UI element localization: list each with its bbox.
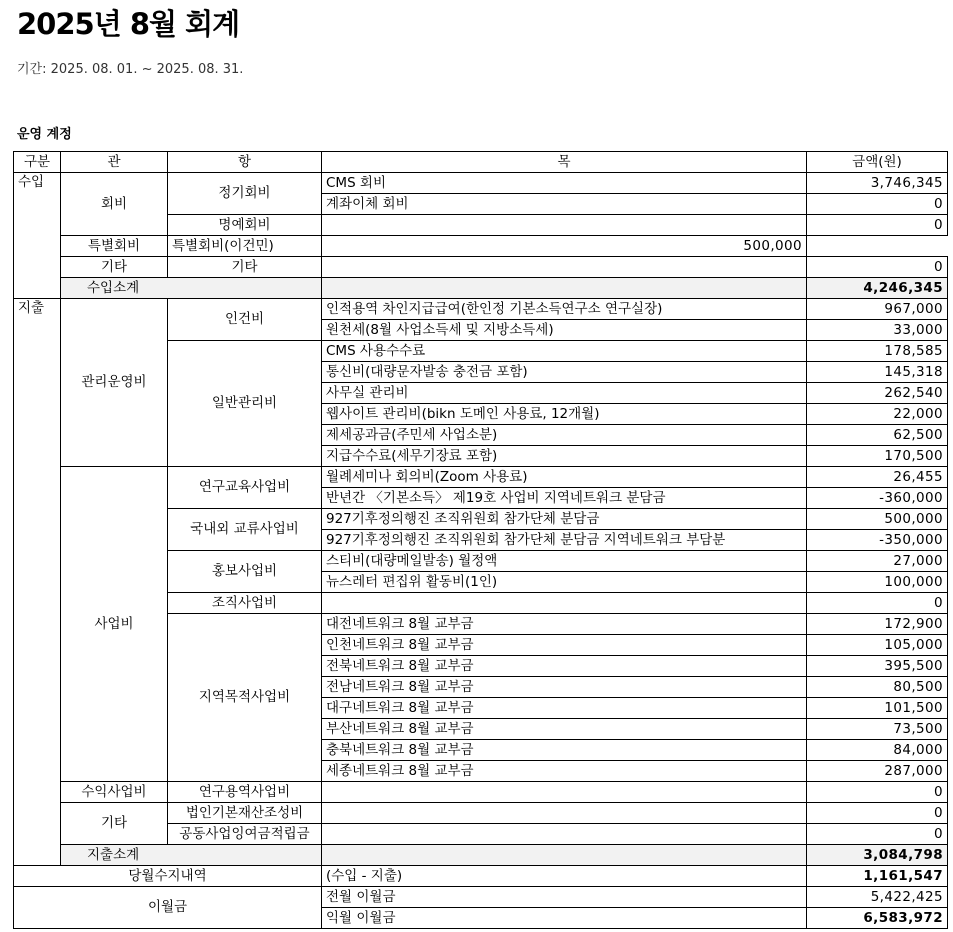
subtotal-fill [322,845,807,866]
mok-cell: 927기후정의행진 조직위원회 참가단체 분담금 지역네트워크 부담분 [322,530,807,551]
amount-cell: 395,500 [807,656,948,677]
mok-cell: 스티비(대량메일발송) 월정액 [322,551,807,572]
expense-subtotal-label: 지출소계 [61,845,322,866]
hang-research-service: 연구용역사업비 [168,782,322,803]
hang-exchange: 국내외 교류사업비 [168,509,322,551]
balance-amount: 1,161,547 [807,866,948,887]
amount-cell: 105,000 [807,635,948,656]
mok-cell: 뉴스레터 편집위 활동비(1인) [322,572,807,593]
amount-cell: 73,500 [807,719,948,740]
table-row [14,257,948,278]
hang-personnel: 인건비 [168,299,322,341]
mok-cell: 전월 이월금 [322,887,807,908]
mok-cell: 월례세미나 회의비(Zoom 사용료) [322,467,807,488]
mok-cell: 인천네트워크 8월 교부금 [322,635,807,656]
amount-cell: 101,500 [807,698,948,719]
carry-prev-row [14,887,948,908]
mok-cell: 원천세(8월 사업소득세 및 지방소득세) [322,320,807,341]
header-amount: 금액(원) [807,152,948,173]
amount-cell: 5,422,425 [807,887,948,908]
expense-subtotal-amount: 3,084,798 [807,845,948,866]
gwan-profit: 수익사업비 [61,782,168,803]
amount-cell: 33,000 [807,320,948,341]
amount-cell: 0 [807,824,948,845]
mok-cell [322,593,807,614]
hang-special: 특별회비 [61,236,168,257]
mok-cell [322,782,807,803]
mok-cell [322,215,807,236]
header-gubun: 구분 [14,152,61,173]
amount-cell: 22,000 [807,404,948,425]
hang-surplus: 공동사업잉여금적립금 [168,824,322,845]
hang-org: 조직사업비 [168,593,322,614]
mok-cell: 부산네트워크 8월 교부금 [322,719,807,740]
balance-label: 당월수지내역 [14,866,322,887]
hang-research: 연구교육사업비 [168,467,322,509]
carry-label: 이월금 [14,887,322,929]
amount-cell: 170,500 [807,446,948,467]
mok-cell: 반년간 〈기본소득〉 제19호 사업비 지역네트워크 분담금 [322,488,807,509]
amount-cell: 0 [807,803,948,824]
mok-cell: 제세공과금(주민세 사업소분) [322,425,807,446]
mok-cell: 특별회비(이건민) [168,236,322,257]
gwan-expense-other: 기타 [61,803,168,845]
mok-cell: 전북네트워크 8월 교부금 [322,656,807,677]
header-gwan: 관 [61,152,168,173]
mok-cell [322,803,807,824]
period-text: 기간: 2025. 08. 01. ~ 2025. 08. 31. [17,62,244,77]
subtotal-fill [322,278,807,299]
category-income: 수입 [14,173,61,299]
income-subtotal-row [14,278,948,299]
amount-cell: 0 [807,215,948,236]
mok-cell: 인적용역 차인지급급여(한인정 기본소득연구소 연구실장) [322,299,807,320]
mok-cell: 웹사이트 관리비(bikn 도메인 사용료, 12개월) [322,404,807,425]
mok-cell: CMS 회비 [322,173,807,194]
gwan-membership: 회비 [61,173,168,236]
amount-cell: 500,000 [807,509,948,530]
mok-cell: 사무실 관리비 [322,383,807,404]
mok-cell: 계좌이체 회비 [322,194,807,215]
expense-subtotal-row [14,845,948,866]
amount-cell: -350,000 [807,530,948,551]
balance-mok: (수입 - 지출) [322,866,807,887]
ledger-table [13,151,948,929]
amount-cell: 500,000 [322,236,807,257]
mok-cell: 세종네트워크 8월 교부금 [322,761,807,782]
table-row [14,173,948,194]
hang-general: 일반관리비 [168,341,322,467]
mok-cell: 대전네트워크 8월 교부금 [322,614,807,635]
table-row [14,467,948,488]
amount-cell: 0 [807,782,948,803]
amount-cell: 84,000 [807,740,948,761]
header-mok: 목 [322,152,807,173]
amount-cell: 100,000 [807,572,948,593]
amount-cell: 3,746,345 [807,173,948,194]
gwan-other: 기타 [61,257,168,278]
category-expense: 지출 [14,299,61,866]
amount-cell: 80,500 [807,677,948,698]
income-subtotal-amount: 4,246,345 [807,278,948,299]
hang-regular: 정기회비 [168,173,322,215]
mok-cell: 지급수수료(세무기장료 포함) [322,446,807,467]
hang-honorary: 명예회비 [168,215,322,236]
mok-cell: 익월 이월금 [322,908,807,929]
mok-cell: 대구네트워크 8월 교부금 [322,698,807,719]
header-row [14,152,948,173]
amount-cell: 967,000 [807,299,948,320]
mok-cell [322,824,807,845]
amount-cell: 287,000 [807,761,948,782]
table-row [14,782,948,803]
mok-cell: 전남네트워크 8월 교부금 [322,677,807,698]
amount-cell: 145,318 [807,362,948,383]
section-title: 운영 계정 [17,127,72,142]
header-hang: 항 [168,152,322,173]
amount-cell: 0 [807,194,948,215]
amount-cell: 0 [807,257,948,278]
mok-cell: 통신비(대량문자발송 충전금 포함) [322,362,807,383]
page-title: 2025년 8월 회계 [17,7,240,41]
hang-other: 기타 [168,257,322,278]
amount-cell: 27,000 [807,551,948,572]
amount-cell: 0 [807,593,948,614]
table-row [14,803,948,824]
hang-pr: 홍보사업비 [168,551,322,593]
amount-cell: 6,583,972 [807,908,948,929]
table-row [14,299,948,320]
hang-capital: 법인기본재산조성비 [168,803,322,824]
mok-cell [322,257,807,278]
amount-cell: 178,585 [807,341,948,362]
gwan-admin: 관리운영비 [61,299,168,467]
mok-cell: CMS 사용수수료 [322,341,807,362]
income-subtotal-label: 수입소계 [61,278,322,299]
table-row [14,236,948,257]
amount-cell: 26,455 [807,467,948,488]
amount-cell: 262,540 [807,383,948,404]
gwan-project: 사업비 [61,467,168,782]
hang-regional: 지역목적사업비 [168,614,322,782]
mok-cell: 927기후정의행진 조직위원회 참가단체 분담금 [322,509,807,530]
amount-cell: 172,900 [807,614,948,635]
mok-cell: 충북네트워크 8월 교부금 [322,740,807,761]
amount-cell: -360,000 [807,488,948,509]
balance-row [14,866,948,887]
amount-cell: 62,500 [807,425,948,446]
